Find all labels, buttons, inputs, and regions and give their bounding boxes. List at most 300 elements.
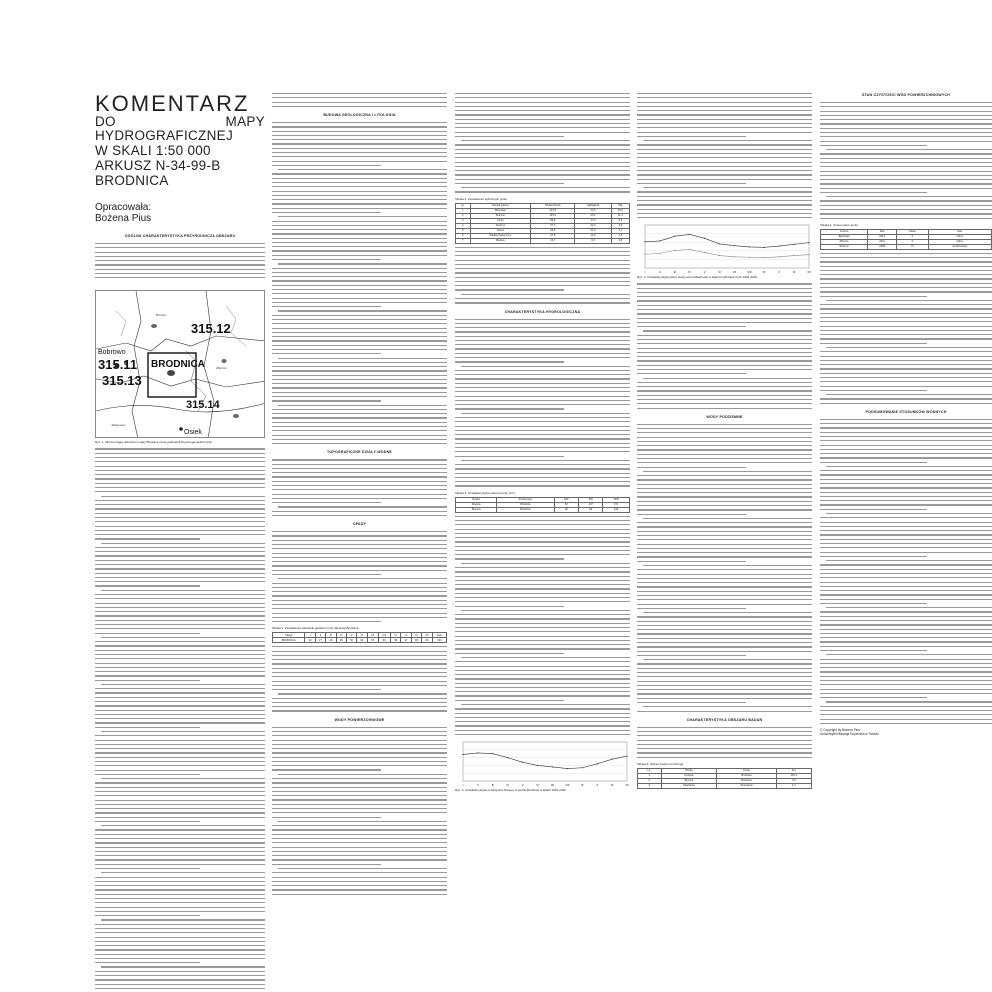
- text-line: [820, 577, 992, 578]
- text-line: [272, 676, 447, 677]
- text-line: [820, 274, 992, 275]
- table-caption: Tabela 4. Ocena stanu jezior: [820, 222, 859, 227]
- text-line: [455, 408, 564, 409]
- text-line: [272, 306, 381, 307]
- monitoring-table: [637, 768, 812, 789]
- table-row: [456, 238, 630, 243]
- text-line: [637, 179, 812, 180]
- text-line: [455, 255, 630, 256]
- x-tick-label: I: [462, 784, 464, 788]
- text-line: [820, 719, 992, 720]
- text-line: [278, 263, 447, 264]
- text-line: [95, 474, 265, 475]
- text-line: [820, 723, 992, 724]
- text-line: [820, 432, 992, 433]
- text-line: [272, 655, 447, 656]
- text-line: [272, 689, 381, 690]
- text-line: [278, 169, 447, 170]
- table-caption: Tabela 5. Wykaz stacji monitoringu: [637, 761, 684, 766]
- text-line: [272, 459, 447, 460]
- table-cell: Bachotek: [470, 208, 531, 213]
- table-caption: Tabela 2. Zestawienie wybranych jezior: [455, 196, 508, 201]
- text-block: [637, 424, 812, 712]
- text-line: [95, 941, 265, 942]
- text-line: [455, 260, 630, 261]
- text-line: [637, 462, 812, 463]
- text-line: [272, 212, 381, 213]
- text-block: [455, 516, 630, 736]
- text-line: [820, 689, 992, 690]
- text-line: [272, 332, 447, 333]
- table-cell: 34,6: [611, 208, 629, 213]
- text-line: [272, 651, 447, 652]
- text-line: [637, 731, 812, 732]
- text-line: [278, 358, 447, 359]
- text-line: [455, 627, 630, 628]
- text-line: [95, 817, 265, 818]
- text-line: [637, 595, 812, 596]
- text-block: [637, 93, 812, 218]
- text-line: [826, 513, 992, 514]
- text-line: [272, 808, 447, 809]
- x-tick-label: VI: [536, 784, 539, 788]
- text-line: [820, 611, 992, 612]
- text-line: [272, 710, 447, 711]
- text-line: [637, 106, 812, 107]
- text-line: [95, 752, 265, 753]
- table-cell: Zbiczno: [470, 213, 531, 218]
- text-line: [272, 148, 447, 149]
- table-cell: 22,3: [575, 223, 611, 228]
- data-point: [507, 757, 508, 758]
- text-line: [95, 791, 265, 792]
- text-line: [95, 881, 265, 882]
- table-header-cell: V: [346, 633, 356, 638]
- text-line: [95, 842, 265, 843]
- text-line: [637, 97, 812, 98]
- text-line: [278, 578, 447, 579]
- text-line: [637, 369, 812, 370]
- text-line: [820, 153, 992, 154]
- table-cell: 37: [401, 638, 411, 643]
- table-header-cell: VII: [367, 633, 378, 638]
- text-line: [95, 564, 265, 565]
- data-point: [779, 246, 780, 247]
- text-line: [455, 387, 630, 388]
- table-cell: Mieliwo: [470, 238, 531, 243]
- text-line: [820, 141, 992, 142]
- text-line: [272, 744, 447, 745]
- text-line: [637, 689, 812, 690]
- text-line: [643, 471, 812, 472]
- text-line: [637, 153, 812, 154]
- text-line: [637, 119, 812, 120]
- text-line: [272, 191, 447, 192]
- text-line: [95, 710, 265, 711]
- place-label: Jabłonowo: [111, 423, 126, 428]
- text-line: [272, 646, 447, 647]
- text-line: [95, 868, 200, 869]
- text-line: [272, 139, 447, 140]
- text-line: [455, 434, 630, 435]
- text-line: [826, 701, 992, 702]
- text-line: [455, 447, 630, 448]
- column-4: [637, 93, 812, 792]
- text-line: [461, 657, 630, 658]
- text-line: [820, 166, 992, 167]
- column-1: [95, 93, 265, 992]
- text-line: [637, 93, 812, 94]
- text-line: [820, 278, 992, 279]
- table-row: [821, 244, 992, 249]
- table-cell: 37,8: [531, 233, 575, 238]
- data-point: [477, 753, 478, 754]
- text-line: [272, 565, 447, 566]
- x-tick-label: IV: [688, 271, 691, 275]
- author-label: Opracowała:: [95, 202, 152, 213]
- text-line: [637, 132, 812, 133]
- text-line: [461, 563, 630, 564]
- table-caption: Tabela 3. Charakterystyka stanów wody (cm): [455, 490, 515, 495]
- text-line: [820, 283, 992, 284]
- text-line: [455, 110, 630, 111]
- table-cell: Brodnica: [497, 507, 554, 512]
- table-header-cell: Obj.: [611, 203, 629, 208]
- text-line: [95, 466, 265, 467]
- subtitle-line-4: BRODNICA: [95, 173, 169, 188]
- text-line: [637, 343, 812, 344]
- text-line: [455, 357, 630, 358]
- table-cell: 115,3: [531, 213, 575, 218]
- text-line: [272, 319, 447, 320]
- data-point: [808, 242, 809, 243]
- text-line: [101, 637, 265, 638]
- text-line: [637, 209, 812, 210]
- table-cell: Brodnica: [717, 773, 776, 778]
- text-line: [455, 708, 630, 709]
- text-line: [95, 692, 265, 693]
- text-line: [637, 428, 812, 429]
- table-cell: 2013: [868, 234, 897, 239]
- text-line: [826, 149, 992, 150]
- text-line: [95, 945, 265, 946]
- text-line: [272, 812, 447, 813]
- text-line: [95, 864, 265, 865]
- text-line: [272, 511, 447, 512]
- text-line: [95, 654, 265, 655]
- table-header-cell: XII: [422, 633, 433, 638]
- section-heading: CHARAKTERYSTYKA OBSZARU BADAŃ: [686, 717, 763, 722]
- table-cell: 18: [554, 507, 578, 512]
- text-line: [95, 577, 265, 578]
- flow-chart-svg: [455, 739, 630, 787]
- text-line: [272, 787, 447, 788]
- x-tick-label: I: [644, 271, 646, 275]
- text-line: [637, 488, 812, 489]
- text-line: [272, 613, 447, 614]
- text-line: [455, 541, 630, 542]
- text-line: [455, 666, 630, 667]
- text-line: [637, 526, 812, 527]
- text-block: [455, 93, 630, 193]
- text-line: [820, 457, 992, 458]
- text-line: [820, 620, 992, 621]
- text-block: [820, 102, 992, 219]
- table-cell: 13,7: [531, 238, 575, 243]
- text-line: [637, 458, 812, 459]
- text-line: [820, 483, 992, 484]
- text-block: [820, 253, 992, 404]
- text-line: [272, 472, 447, 473]
- text-line: [637, 110, 812, 111]
- text-line: [95, 748, 265, 749]
- text-line: [820, 453, 992, 454]
- x-tick-label: IV: [506, 784, 509, 788]
- text-line: [272, 877, 447, 878]
- text-line: [455, 584, 630, 585]
- text-line: [455, 323, 630, 324]
- text-line: [272, 178, 447, 179]
- text-line: [637, 441, 812, 442]
- text-line: [95, 984, 265, 985]
- text-line: [95, 641, 265, 642]
- text-line: [101, 919, 265, 920]
- table-header-cell: Posterunek: [497, 497, 554, 502]
- table-cell: Skarlanka: [661, 783, 717, 788]
- text-line: [455, 614, 630, 615]
- text-line: [455, 123, 630, 124]
- text-line: [95, 787, 265, 788]
- text-line: [455, 157, 630, 158]
- section-heading: PODSUMOWANIE STOSUNKÓW WODNYCH: [865, 409, 947, 414]
- text-line: [272, 502, 381, 503]
- table-cell: 271: [603, 502, 630, 507]
- text-line: [820, 123, 992, 124]
- table-cell: 1: [456, 208, 471, 213]
- text-line: [272, 731, 447, 732]
- text-line: [820, 364, 992, 365]
- text-line: [461, 460, 630, 461]
- text-line: [101, 778, 265, 779]
- text-line: [455, 550, 630, 551]
- x-tick-label: VII: [550, 784, 555, 788]
- x-tick-label: IX: [763, 271, 766, 275]
- text-line: [95, 663, 265, 664]
- text-line: [637, 437, 812, 438]
- text-line: [272, 608, 447, 609]
- text-line: [820, 390, 927, 391]
- text-line: [455, 618, 630, 619]
- text-line: [455, 473, 630, 474]
- text-block: [272, 93, 447, 107]
- text-line: [95, 453, 265, 454]
- text-line: [455, 554, 630, 555]
- text-line: [455, 421, 630, 422]
- text-line: [820, 492, 992, 493]
- text-line: [95, 932, 265, 933]
- subtitle-line-2: W SKALI 1:50 000: [95, 143, 211, 158]
- text-line: [820, 436, 992, 437]
- table-cell: 2,3: [611, 233, 629, 238]
- text-line: [272, 548, 447, 549]
- text-line: [455, 179, 630, 180]
- column-5: [820, 93, 992, 736]
- table-cell: II: [897, 234, 929, 239]
- text-line: [95, 774, 200, 775]
- text-line: [455, 533, 630, 534]
- text-line: [637, 454, 812, 455]
- subtitle-line-1: DO MAPY HYDROGRAFICZNEJ: [95, 114, 265, 143]
- text-block: [455, 319, 630, 487]
- text-line: [820, 360, 992, 361]
- table-cell: II: [897, 239, 929, 244]
- text-line: [820, 291, 992, 292]
- text-line: [455, 516, 630, 517]
- text-line: [820, 334, 992, 335]
- table-cell: 1: [638, 773, 662, 778]
- series-line: [463, 753, 627, 769]
- text-line: [95, 800, 265, 801]
- table-cell: 2011: [868, 239, 897, 244]
- section-heading: OGÓLNA CHARAKTERYSTYKA PRZYRODNICZA OBSZARU: [124, 234, 236, 238]
- text-line: [643, 187, 812, 188]
- table-cell: 29: [326, 638, 336, 643]
- text-line: [455, 327, 630, 328]
- table-cell: 5,8: [611, 218, 629, 223]
- text-line: [95, 761, 265, 762]
- text-line: [637, 136, 746, 137]
- text-line: [95, 633, 200, 634]
- text-line: [820, 616, 992, 617]
- table-cell: 9,6: [575, 238, 611, 243]
- text-line: [637, 395, 812, 396]
- text-line: [95, 757, 265, 758]
- text-line: [272, 143, 447, 144]
- text-line: [101, 872, 265, 873]
- text-line: [272, 825, 447, 826]
- text-line: [272, 173, 447, 174]
- text-line: [272, 557, 447, 558]
- text-line: [461, 413, 630, 414]
- region-label: 315.12: [191, 321, 231, 337]
- text-line: [637, 424, 812, 425]
- text-line: [272, 340, 447, 341]
- table-header-cell: Lp.: [638, 768, 662, 773]
- text-line: [272, 672, 447, 673]
- text-line: [95, 979, 265, 980]
- text-line: [820, 368, 992, 369]
- text-line: [278, 310, 447, 311]
- text-line: [820, 145, 927, 146]
- text-block: [820, 419, 992, 724]
- text-line: [272, 817, 381, 818]
- table-header-cell: Powierzchnia: [531, 203, 575, 208]
- text-line: [455, 477, 630, 478]
- text-line: [455, 191, 630, 192]
- text-line: [455, 344, 630, 345]
- text-line: [272, 668, 447, 669]
- text-line: [272, 872, 447, 873]
- text-line: [95, 504, 265, 505]
- text-line: [820, 526, 992, 527]
- text-line: [820, 423, 992, 424]
- text-line: [820, 377, 992, 378]
- text-line: [637, 191, 812, 192]
- table-header-cell: Jezioro: [821, 229, 868, 234]
- text-line: [820, 650, 927, 651]
- text-line: [637, 204, 812, 205]
- text-line: [820, 111, 992, 112]
- text-line: [272, 761, 447, 762]
- section-heading: CHARAKTERYSTYKA HYDROLOGICZNA: [504, 309, 581, 314]
- series-line: [645, 235, 809, 248]
- text-line: [272, 769, 381, 770]
- text-line: [637, 390, 812, 391]
- flow-chart: [455, 739, 630, 787]
- text-line: [820, 697, 927, 698]
- text-line: [461, 610, 630, 611]
- text-line: [272, 379, 447, 380]
- text-line: [637, 698, 812, 699]
- text-line: [820, 547, 992, 548]
- text-line: [95, 269, 265, 270]
- text-line: [272, 182, 447, 183]
- text-line: [95, 877, 265, 878]
- text-line: [272, 838, 447, 839]
- lake-status-table-body: [821, 234, 992, 249]
- text-line: [820, 534, 992, 535]
- text-line: [820, 132, 992, 133]
- text-line: [455, 529, 630, 530]
- text-line: [820, 175, 992, 176]
- data-point: [719, 255, 720, 256]
- text-line: [820, 192, 927, 193]
- table-cell: 0,8: [776, 778, 811, 783]
- text-line: [455, 272, 630, 273]
- text-line: [637, 339, 812, 340]
- data-point: [719, 244, 720, 245]
- text-line: [455, 417, 630, 418]
- text-line: [272, 126, 447, 127]
- text-line: [272, 435, 447, 436]
- text-line: [95, 688, 265, 689]
- text-line: [637, 604, 812, 605]
- text-line: [455, 340, 630, 341]
- text-line: [272, 595, 447, 596]
- text-block: [272, 646, 447, 711]
- text-line: [820, 500, 992, 501]
- text-line: [455, 396, 630, 397]
- x-tick-label: II: [659, 271, 661, 275]
- text-line: [95, 705, 265, 706]
- table-cell: dobry: [928, 234, 991, 239]
- text-line: [101, 590, 265, 591]
- text-line: [95, 256, 265, 257]
- text-line: [820, 504, 992, 505]
- text-line: [95, 675, 265, 676]
- text-line: [820, 266, 992, 267]
- text-line: [95, 247, 265, 248]
- table-cell: 21,0: [575, 228, 611, 233]
- text-line: [95, 581, 265, 582]
- text-line: [95, 834, 265, 835]
- table-cell: Brynica: [661, 778, 717, 783]
- table-cell: 541: [432, 638, 446, 643]
- text-line: [455, 670, 630, 671]
- text-line: [95, 457, 265, 458]
- text-line: [455, 97, 630, 98]
- author-name: Bożena Pius: [95, 213, 152, 224]
